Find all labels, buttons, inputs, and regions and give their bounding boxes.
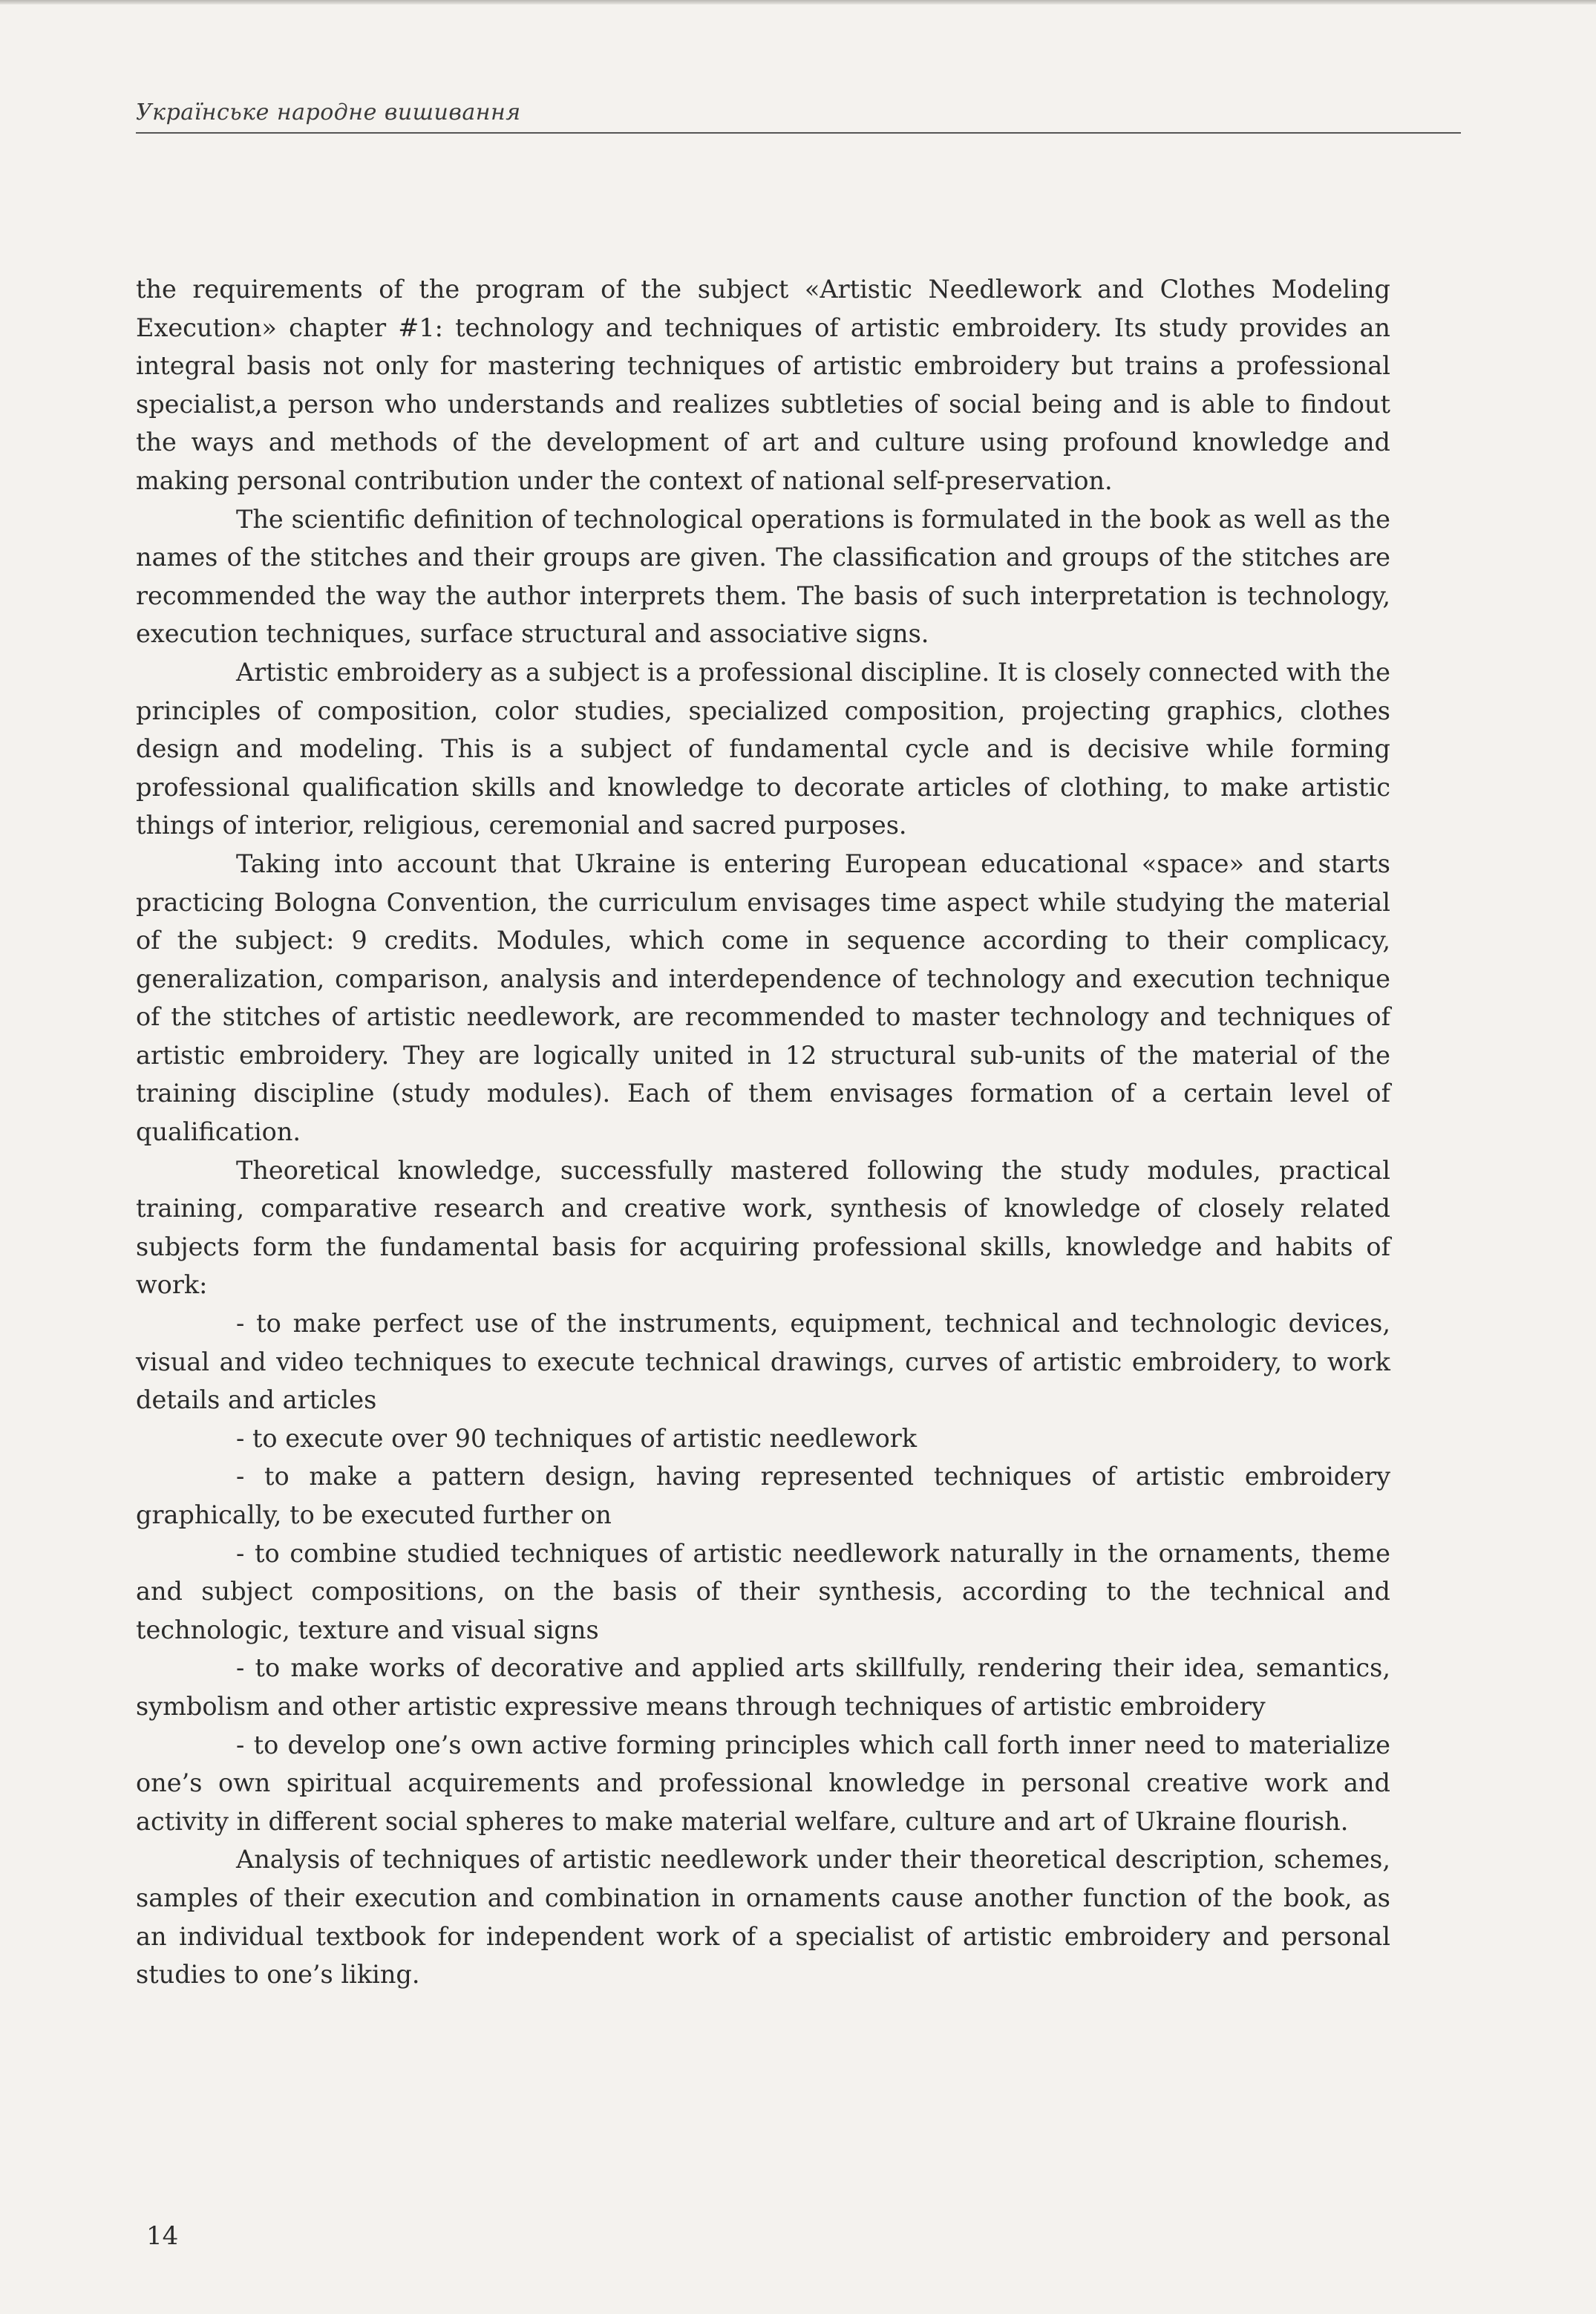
list-item-combine: - to combine studied techniques of artistic needlework naturally in the ornaments, theme and subject compositions, on the basis of their synthesis, according to the technical and technologic, texture and visual signs [136, 1538, 1390, 1644]
list-item-pattern-design: - to make a pattern design, having represented techniques of artistic embroidery graphically, to be executed further on [136, 1462, 1390, 1529]
paragraph-discipline: Artistic embroidery as a subject is a professional discipline. It is closely connected with the principles of composition, color studies, specialized composition, projecting graphics, clothes design and modeling. This is a subject of fundamental cycle and is decisive while forming professional qualification skills and knowledge to decorate articles of clothing, to make artistic things of interior, religious, ceremonial and sacred purposes. [136, 657, 1390, 840]
paragraph-analysis: Analysis of techniques of artistic needlework under their theoretical description, schemes, samples of their execution and combination in ornaments cause another function of the book, as an individual textbook for independent work of a specialist of artistic embroidery and personal studies to one’s liking. [136, 1845, 1390, 1990]
paragraph-continuation: the requirements of the program of the subject «Artistic Needlework and Clothes Modeling Execution» chapter #1: technology and techniques of artistic embroidery. Its study provides an integral basis not only for mastering techniques of artistic embroidery but trains a professional specialist,a person who understands and realizes subtleties of social being and is able to findout the ways and methods of the development of art and culture using profound knowledge and making personal contribution under the context of national self-preservation. [136, 275, 1390, 495]
scan-edge [0, 0, 1596, 4]
list-item-techniques: - to execute over 90 techniques of artistic needlework [236, 1423, 918, 1453]
list-item-instruments: - to make perfect use of the instruments, equipment, technical and technologic devices, visual and video techniques to execute technical drawings, curves of artistic embroidery, to work details and articles [136, 1309, 1390, 1415]
running-header [136, 94, 1461, 134]
page-number: 14 [146, 2221, 179, 2251]
list-item-decorative-arts: - to make works of decorative and applied arts skillfully, rendering their idea, semantics, symbolism and other artistic expressive means through techniques of artistic embroidery [136, 1653, 1390, 1721]
running-title: Українське народне вишивання [136, 99, 521, 125]
list-item-forming-principles: - to develop one’s own active forming principles which call forth inner need to materialize one’s own spiritual acquirements and professional knowledge in personal creative work and activity in different social spheres to make material welfare, culture and art of Ukraine flourish. [136, 1730, 1390, 1836]
paragraph-definitions: The scientific definition of technological operations is formulated in the book as well as the names of the stitches and their groups are given. The classification and groups of the stitches are recommended the way the author interprets them. The basis of such interpretation is technology, execution techniques, surface structural and associative signs. [136, 504, 1390, 649]
paragraph-bologna: Taking into account that Ukraine is entering European educational «space» and starts practicing Bologna Convention, the curriculum envisages time aspect while studying the material of the subject: 9 credits. Modules, which come in sequence according to their complicacy, generalization, comparison, analysis and interdependence of technology and execution technique of the stitches of artistic needlework, are recommended to master technology and techniques of artistic embroidery. They are logically united in 12 structural sub-units of the material of the training discipline (study modules). Each of them envisages formation of a certain level of qualification. [136, 849, 1390, 1147]
body-text [136, 270, 1390, 1994]
paragraph-theoretical-knowledge: Theoretical knowledge, successfully mastered following the study modules, practical training, comparative research and creative work, synthesis of knowledge of closely related subjects form the fundamental basis for acquiring professional skills, knowledge and habits of work: [136, 1155, 1390, 1300]
